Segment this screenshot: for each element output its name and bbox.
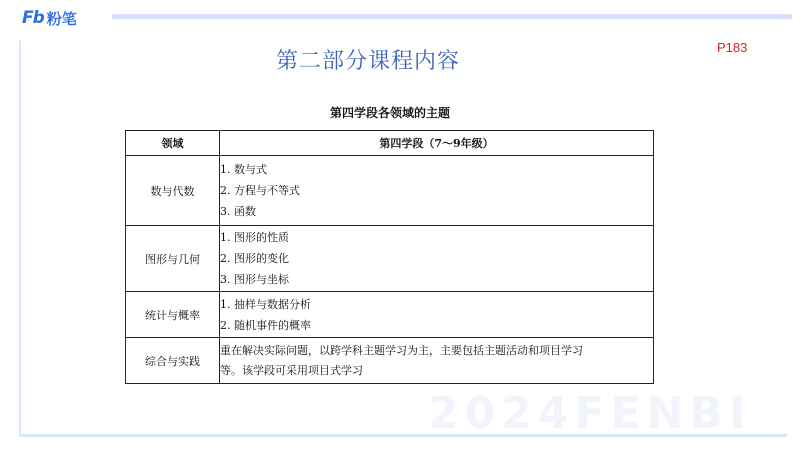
topic-text-line: 重在解决实际问题，以跨学科主题学习为主，主要包括主题活动和项目学习 <box>220 343 583 357</box>
logo-mark: Fb <box>22 8 44 28</box>
topic-item: 1. 数与式 <box>220 163 267 176</box>
table-header-row <box>126 131 654 156</box>
topic-item: 2. 随机事件的概率 <box>220 318 311 332</box>
table-row <box>126 338 654 384</box>
domain-cell: 综合与实践 <box>126 338 220 384</box>
table-caption: 第四学段各领域的主题 <box>329 106 450 120</box>
page-number: P183 <box>717 40 748 55</box>
topic-text-line: 等。该学段可采用项目式学习 <box>220 363 363 377</box>
fenbi-logo <box>22 8 77 28</box>
watermark: 2024FENBI <box>428 388 752 439</box>
frame-left-border <box>19 40 21 436</box>
topic-item: 2. 方程与不等式 <box>220 184 300 197</box>
header-stage: 第四学段（7～9年级） <box>220 131 654 156</box>
topics-table <box>125 130 654 384</box>
topics-cell <box>220 156 654 226</box>
topic-item: 3. 图形与坐标 <box>220 273 289 286</box>
table-row <box>126 292 654 338</box>
topic-item: 1. 图形的性质 <box>220 231 289 244</box>
topic-item: 2. 图形的变化 <box>220 252 289 265</box>
table-row <box>126 156 654 226</box>
logo-text: 粉笔 <box>46 9 77 28</box>
header-divider <box>112 14 792 19</box>
topic-item: 3. 函数 <box>220 205 256 218</box>
topics-cell <box>220 338 654 384</box>
topics-cell <box>220 292 654 338</box>
domain-cell: 图形与几何 <box>126 226 220 292</box>
topics-cell <box>220 226 654 292</box>
domain-cell: 数与代数 <box>126 156 220 226</box>
domain-cell: 统计与概率 <box>126 292 220 338</box>
slide-title: 第二部分课程内容 <box>275 49 460 74</box>
header-domain: 领域 <box>126 131 220 156</box>
topic-item: 1. 抽样与数据分析 <box>220 297 311 311</box>
table-row <box>126 226 654 292</box>
